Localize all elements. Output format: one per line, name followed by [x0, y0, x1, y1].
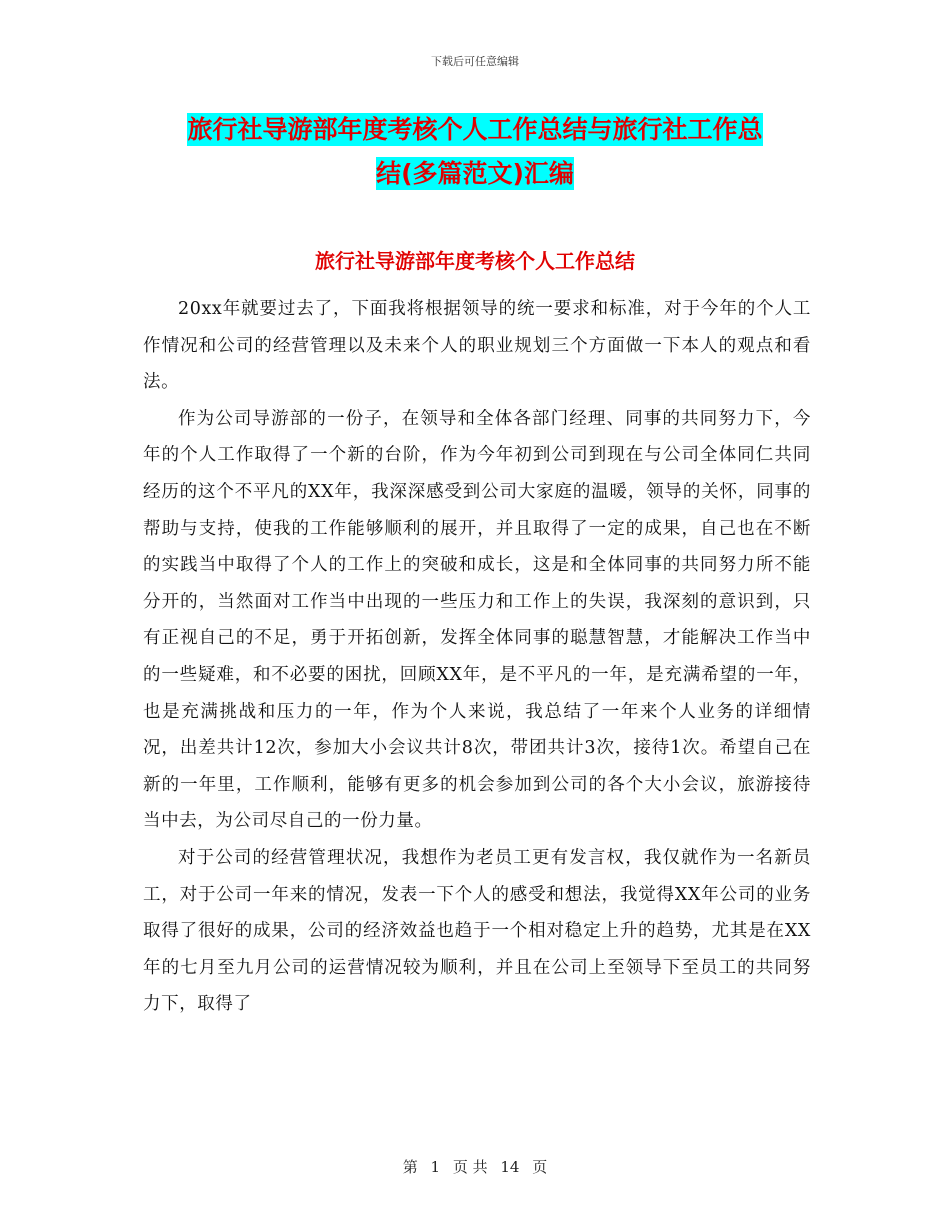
- body-text: [143, 291, 811, 1023]
- title-line-1: 旅行社导游部年度考核个人工作总结与旅行社工作总: [187, 115, 763, 144]
- page-footer: [0, 1156, 950, 1177]
- paragraph: 20xx年就要过去了，下面我将根据领导的统一要求和标准，对于今年的个人工作情况和公司的经营管理以及未来个人的职业规划三个方面做一下本人的观点和看法。: [143, 299, 811, 393]
- current-page-number: 1: [430, 1158, 441, 1176]
- paragraph: 作为公司导游部的一份子，在领导和全体各部门经理、同事的共同努力下，今年的个人工作取得了一个新的台阶，作为今年初到公司到现在与公司全体同仁共同经历的这个不平凡的XX年，我深深感受到公司大家庭的温暖，领导的关怀，同事的帮助与支持，使我的工作能够顺利的展开，并且取得了一定的成果，自己也在不断的实践当中取得了个人的工作上的突破和成长，这是和全体同事的共同努力所不能分开的，当然面对工作当中出现的一些压力和工作上的失误，我深刻的意识到，只有正视自己的不足，勇于开拓创新，发挥全体同事的聪慧智慧，才能解决工作当中的一些疑难，和不必要的困扰，回顾XX年，是不平凡的一年，是充满希望的一年，也是充满挑战和压力的一年，作为个人来说，我总结了一年来个人业务的详细情况，出差共计12次，参加大小会议共计8次，带团共计3次，接待1次。希望自己在新的一年里，工作顺利，能够有更多的机会参加到公司的各个大小会议，旅游接待当中去，为公司尽自己的一份力量。: [143, 408, 811, 832]
- footer-middle: 页 共: [452, 1158, 488, 1176]
- footer-suffix: 页: [532, 1158, 548, 1176]
- header-note: 下载后可任意编辑: [431, 55, 519, 68]
- footer-prefix: 第: [402, 1158, 418, 1176]
- section-title: 旅行社导游部年度考核个人工作总结: [315, 249, 635, 273]
- paragraph: 对于公司的经营管理状况，我想作为老员工更有发言权，我仅就作为一名新员工，对于公司一年来的情况，发表一下个人的感受和想法，我觉得XX年公司的业务取得了很好的成果，公司的经济效益也趋于一个相对稳定上升的趋势，尤其是在XX年的七月至九月公司的运营情况较为顺利，并且在公司上至领导下至员工的共同努力下，取得了: [143, 847, 811, 1015]
- total-pages-number: 14: [500, 1158, 520, 1176]
- document-title: [140, 108, 810, 196]
- title-line-2: 结(多篇范文)汇编: [376, 159, 574, 188]
